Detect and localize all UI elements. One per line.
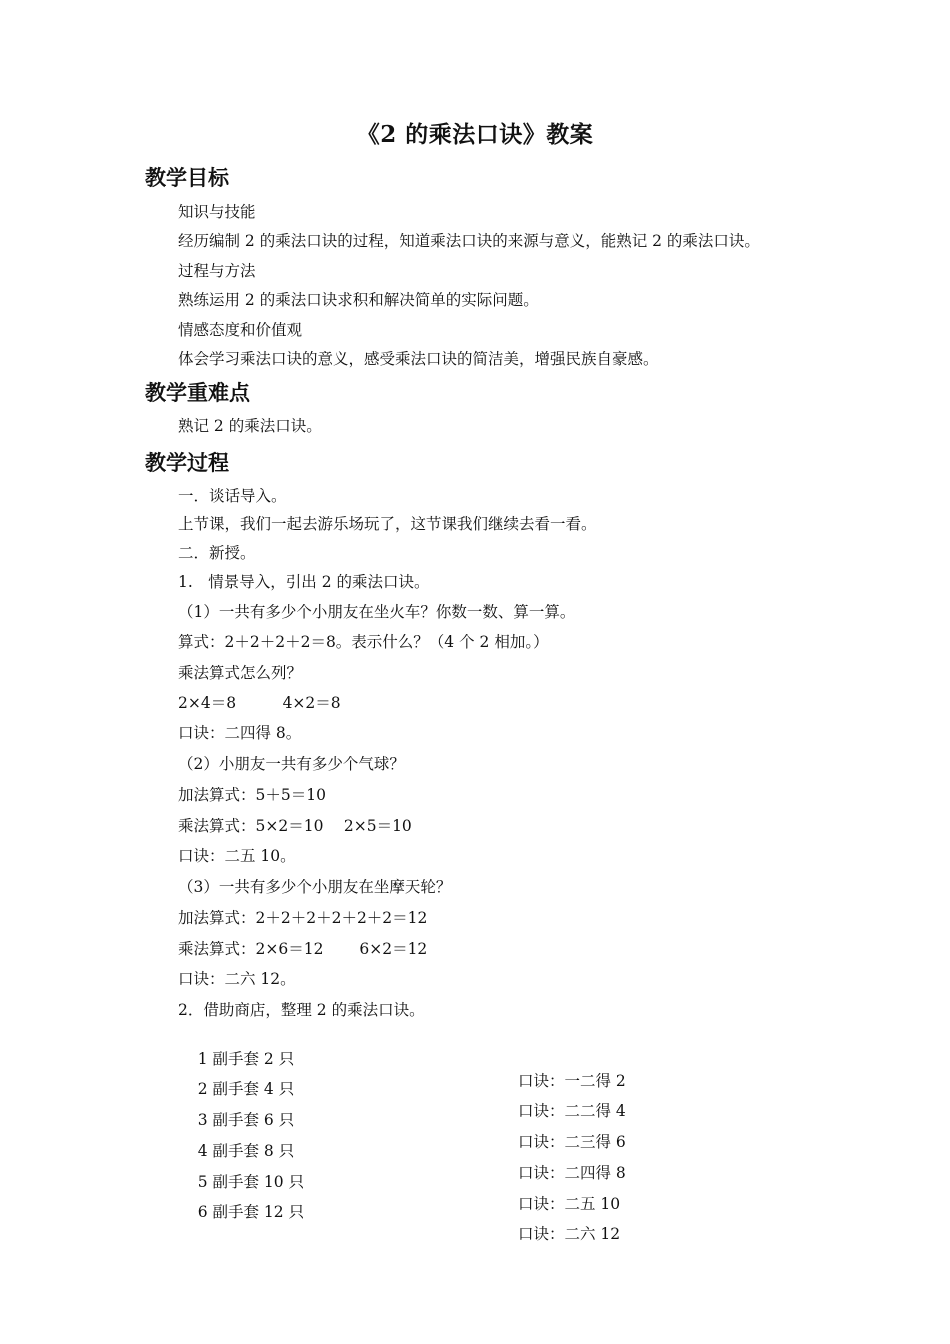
row-right: 口诀：一二得 2 — [518, 1072, 626, 1090]
paragraph-line: 口诀：二五 10。 — [178, 847, 296, 865]
heading-process: 教学过程 — [145, 450, 229, 475]
paragraph-line: 算式：2＋2＋2＋2＝8。表示什么？（4 个 2 相加。） — [178, 633, 549, 651]
row-left: 6 副手套 12 只 — [197, 1203, 305, 1221]
paragraph-line: 口诀：二六 12。 — [178, 970, 296, 988]
row-left: 3 副手套 6 只 — [197, 1111, 295, 1129]
paragraph-line: 1. 情景导入，引出 2 的乘法口诀。 — [178, 573, 430, 591]
paragraph-line: 2．借助商店，整理 2 的乘法口诀。 — [178, 1001, 425, 1019]
paragraph-line: 二．新授。 — [178, 544, 256, 562]
row-right: 口诀：二三得 6 — [518, 1133, 626, 1151]
paragraph-line: 上节课，我们一起去游乐场玩了，这节课我们继续去看一看。 — [178, 515, 597, 533]
paragraph-line: 一．谈话导入。 — [178, 487, 287, 505]
paragraph-line: 知识与技能 — [178, 203, 256, 221]
paragraph-line: 2×4＝8 4×2＝8 — [178, 694, 341, 712]
row-right: 口诀：二四得 8 — [518, 1164, 626, 1182]
row-left: 1 副手套 2 只 — [197, 1050, 295, 1068]
row-left: 5 副手套 10 只 — [197, 1173, 305, 1191]
paragraph-line: 熟练运用 2 的乘法口诀求积和解决简单的实际问题。 — [178, 291, 539, 309]
page-title: 《2 的乘法口诀》教案 — [356, 121, 594, 148]
paragraph-line: 加法算式：2＋2＋2＋2＋2＋2＝12 — [178, 909, 428, 927]
paragraph-line: 经历编制 2 的乘法口诀的过程，知道乘法口诀的来源与意义，能熟记 2 的乘法口诀。 — [178, 232, 760, 250]
paragraph-line: （3）一共有多少个小朋友在坐摩天轮？ — [178, 878, 452, 896]
paragraph-line: （2）小朋友一共有多少个气球？ — [178, 755, 405, 773]
paragraph-line: （1）一共有多少个小朋友在坐火车？你数一数、算一算。 — [178, 603, 576, 621]
row-right: 口诀：二六 12 — [518, 1225, 621, 1243]
paragraph-line: 乘法算式：5×2＝10 2×5＝10 — [178, 817, 412, 835]
paragraph-line: 乘法算式怎么列？ — [178, 664, 303, 682]
paragraph-line: 过程与方法 — [178, 262, 256, 280]
paragraph-line: 加法算式：5＋5＝10 — [178, 786, 326, 804]
row-right: 口诀：二五 10 — [518, 1195, 621, 1213]
heading-objectives: 教学目标 — [145, 165, 229, 190]
row-left: 4 副手套 8 只 — [197, 1142, 295, 1160]
paragraph-line: 情感态度和价值观 — [178, 321, 303, 339]
paragraph-line: 口诀：二四得 8。 — [178, 724, 302, 742]
row-right: 口诀：二二得 4 — [518, 1102, 626, 1120]
paragraph-line: 熟记 2 的乘法口诀。 — [178, 417, 322, 435]
heading-key-points: 教学重难点 — [145, 380, 250, 405]
row-left: 2 副手套 4 只 — [197, 1080, 295, 1098]
paragraph-line: 体会学习乘法口诀的意义，感受乘法口诀的简洁美，增强民族自豪感。 — [178, 350, 659, 368]
paragraph-line: 乘法算式：2×6＝12 6×2＝12 — [178, 940, 428, 958]
